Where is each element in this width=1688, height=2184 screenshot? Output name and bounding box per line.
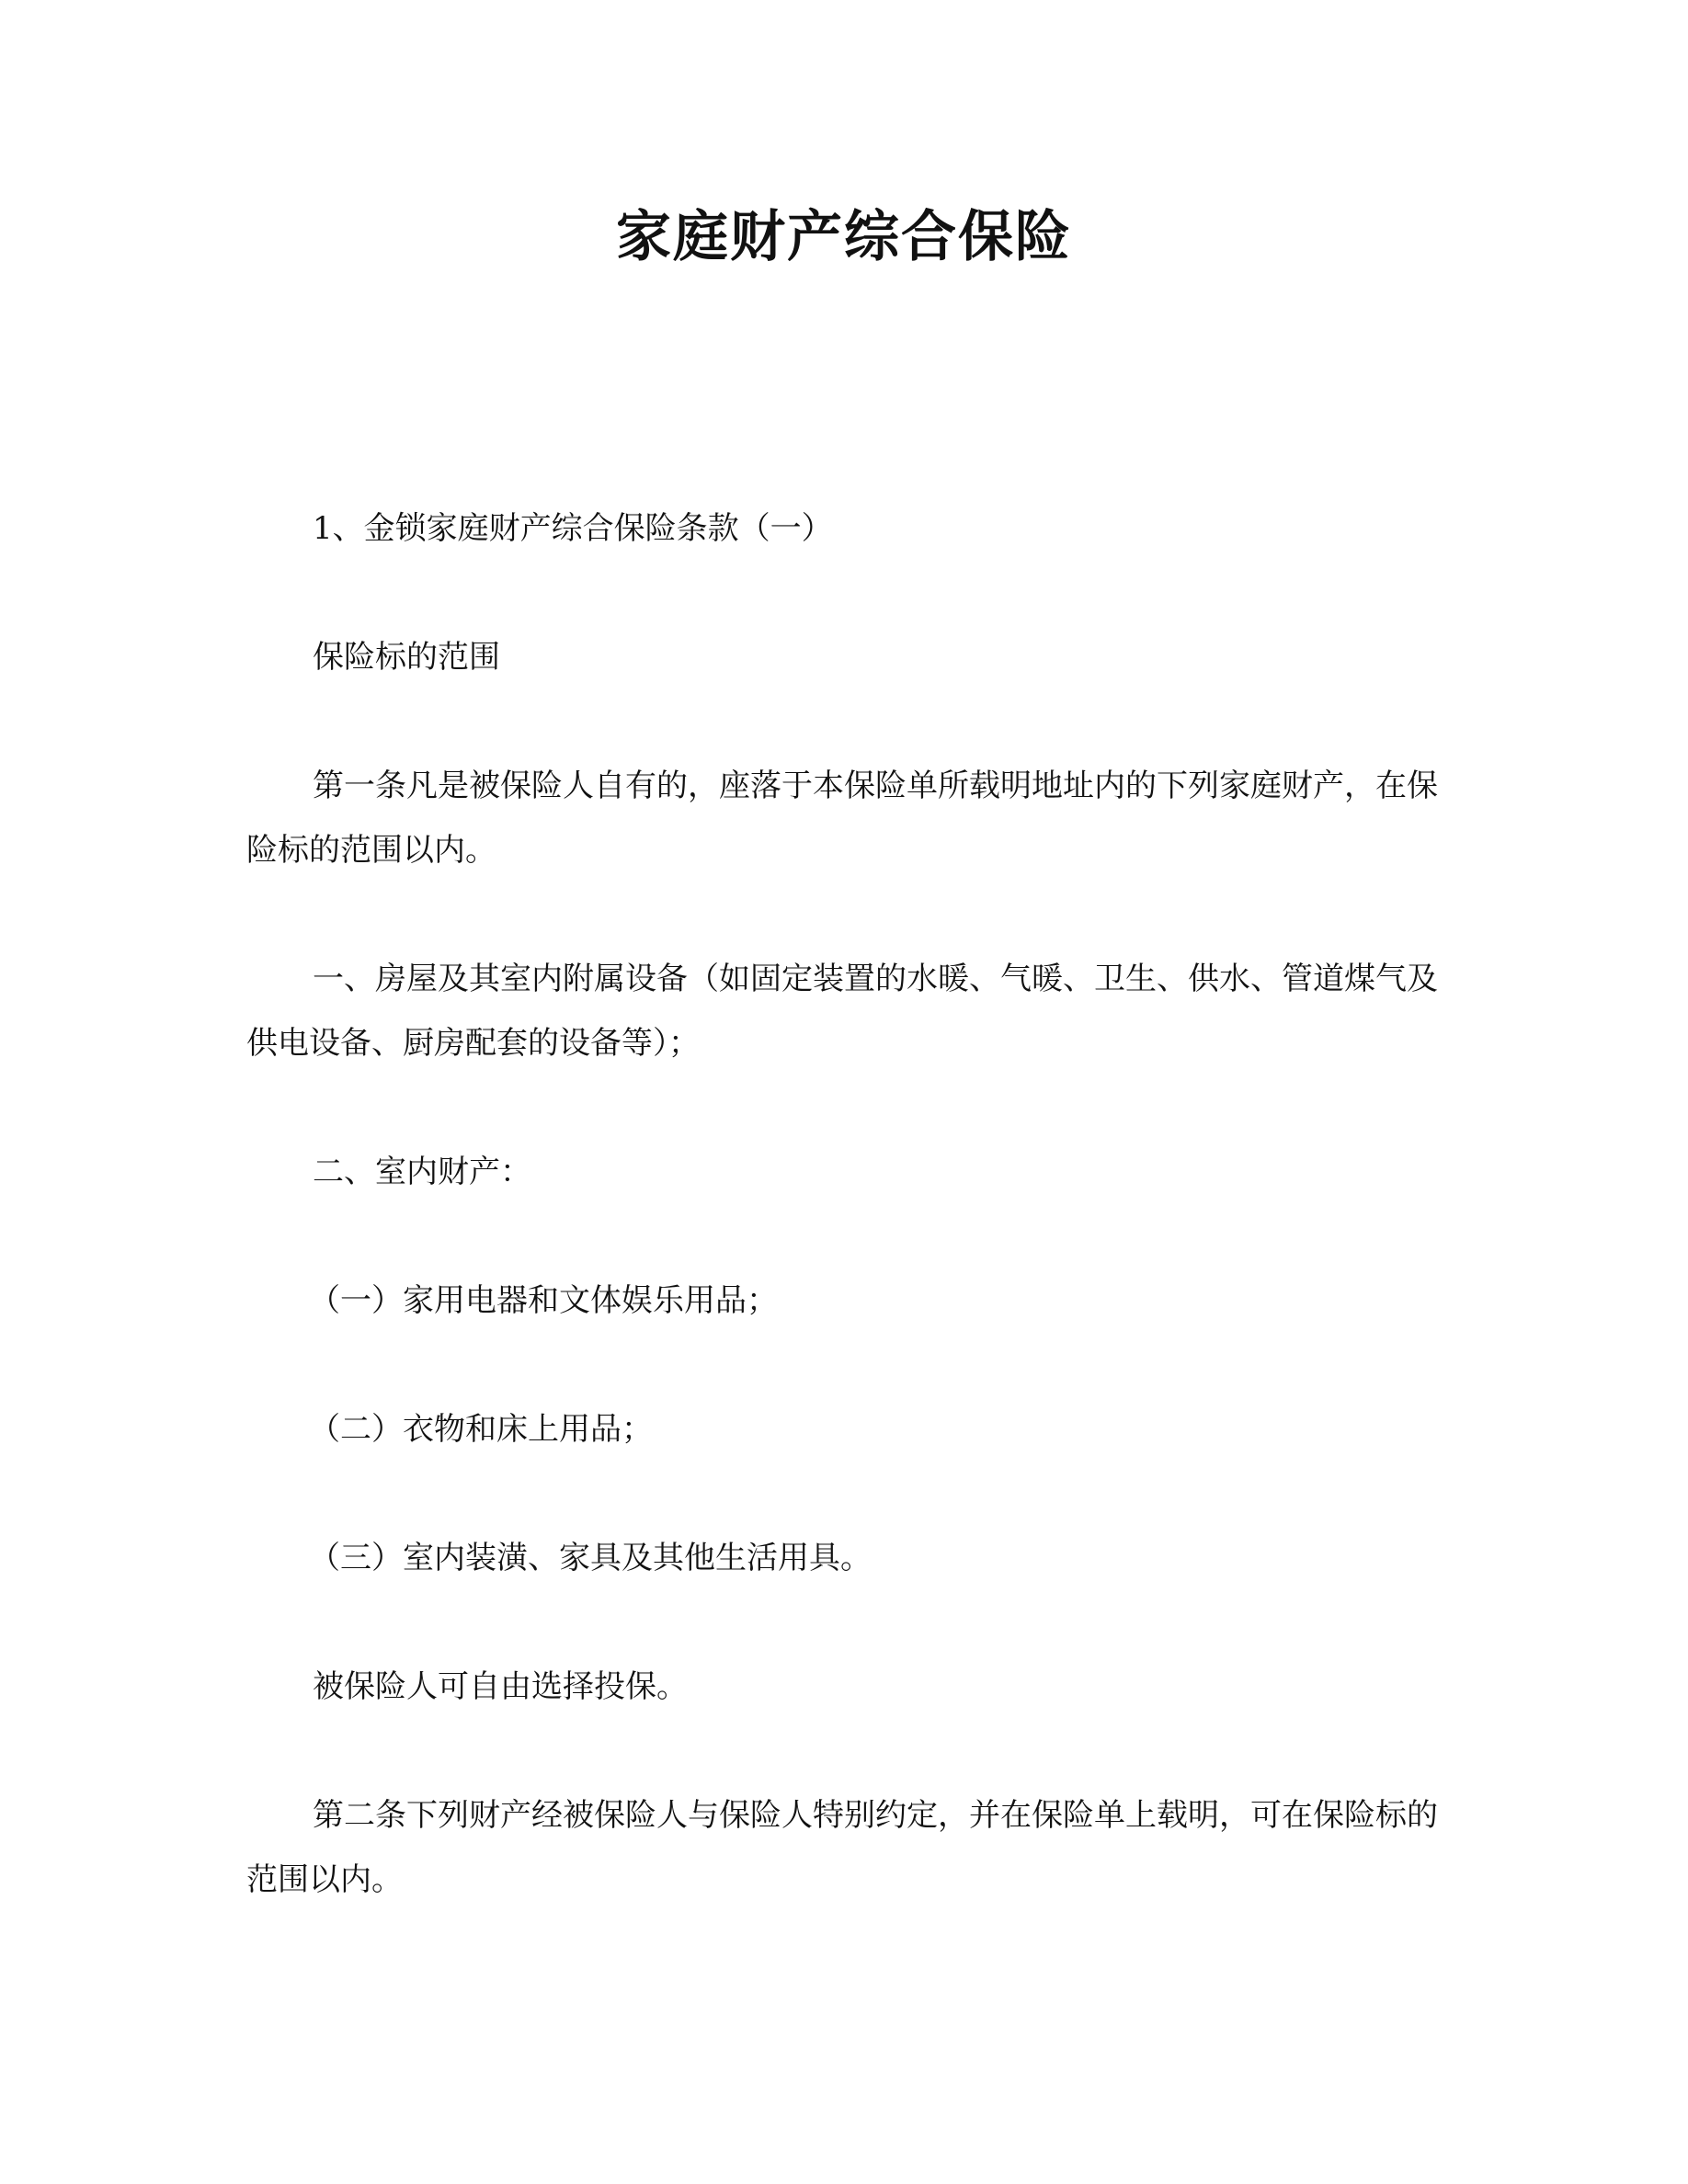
- paragraph-article-2: 第二条下列财产经被保险人与保险人特别约定，并在保险单上载明，可在保险标的范围以内。: [246, 1797, 1438, 1898]
- paragraph-subitem-1: （一）家用电器和文体娱乐用品；: [309, 1282, 778, 1319]
- paragraph-article-1: 第一条凡是被保险人自有的，座落于本保险单所载明地址内的下列家庭财产，在保险标的范围以内。: [246, 768, 1438, 869]
- paragraph-item-2: 二、室内财产：: [313, 1154, 531, 1190]
- paragraph-subitem-3: （三）室内装潢、家具及其他生活用具。: [309, 1540, 872, 1576]
- paragraph-note: 被保险人可自由选择投保。: [313, 1668, 688, 1705]
- paragraph-section-heading: 保险标的范围: [313, 639, 500, 676]
- paragraph-subitem-2: （二）衣物和床上用品；: [309, 1411, 653, 1448]
- paragraph-clause-heading: 1、金锁家庭财产综合保险条款（一）: [313, 510, 833, 547]
- paragraph-item-1: 一、房屋及其室内附属设备（如固定装置的水暖、气暖、卫生、供水、管道煤气及供电设备、厨房配套的设备等）；: [246, 961, 1438, 1062]
- document-title: 家庭财产综合保险: [616, 205, 1072, 269]
